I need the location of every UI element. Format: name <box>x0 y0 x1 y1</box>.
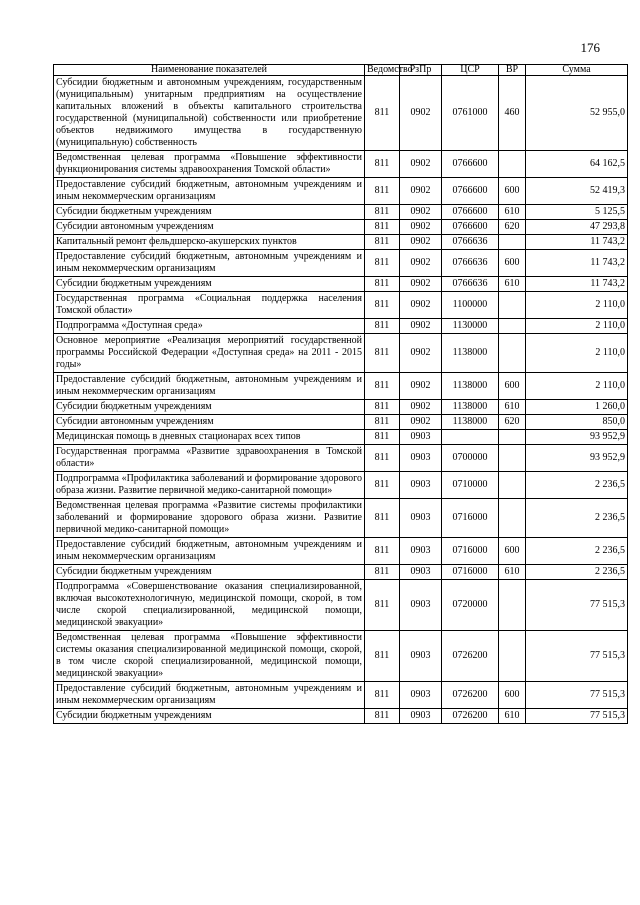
cell-name: Субсидии бюджетным учреждениям <box>54 277 365 292</box>
cell-ved: 811 <box>365 250 400 277</box>
cell-name: Ведомственная целевая программа «Повышение эффективности функционирования системы здравоохранения Томской области» <box>54 151 365 178</box>
cell-sum: 77 515,3 <box>526 709 628 724</box>
cell-rzpr: 0903 <box>400 472 442 499</box>
cell-name: Субсидии автономным учреждениям <box>54 415 365 430</box>
table-row <box>54 445 628 472</box>
cell-ved: 811 <box>365 415 400 430</box>
cell-csr: 0766636 <box>442 250 499 277</box>
cell-vr <box>499 292 526 319</box>
header-csr: ЦСР <box>442 65 499 76</box>
cell-rzpr: 0902 <box>400 178 442 205</box>
cell-csr: 0720000 <box>442 580 499 631</box>
cell-ved: 811 <box>365 76 400 151</box>
cell-vr: 620 <box>499 415 526 430</box>
cell-vr: 600 <box>499 538 526 565</box>
cell-rzpr: 0902 <box>400 334 442 373</box>
cell-rzpr: 0903 <box>400 538 442 565</box>
cell-rzpr: 0903 <box>400 565 442 580</box>
cell-vr <box>499 235 526 250</box>
cell-csr: 1130000 <box>442 319 499 334</box>
table-row <box>54 415 628 430</box>
cell-csr: 0766600 <box>442 220 499 235</box>
table-row <box>54 76 628 151</box>
cell-vr: 620 <box>499 220 526 235</box>
table-row <box>54 292 628 319</box>
cell-vr: 610 <box>499 565 526 580</box>
cell-sum: 11 743,2 <box>526 250 628 277</box>
cell-csr: 1138000 <box>442 415 499 430</box>
cell-rzpr: 0902 <box>400 373 442 400</box>
budget-table <box>53 64 628 724</box>
cell-name: Предоставление субсидий бюджетным, автономным учреждениям и иным некоммерческим организациям <box>54 250 365 277</box>
cell-sum: 5 125,5 <box>526 205 628 220</box>
cell-ved: 811 <box>365 277 400 292</box>
cell-ved: 811 <box>365 319 400 334</box>
table-row <box>54 682 628 709</box>
cell-ved: 811 <box>365 334 400 373</box>
cell-rzpr: 0902 <box>400 151 442 178</box>
header-name: Наименование показателей <box>54 65 365 76</box>
cell-sum: 2 236,5 <box>526 499 628 538</box>
cell-rzpr: 0902 <box>400 400 442 415</box>
cell-csr: 0766636 <box>442 277 499 292</box>
cell-ved: 811 <box>365 565 400 580</box>
cell-ved: 811 <box>365 580 400 631</box>
cell-csr <box>442 430 499 445</box>
cell-ved: 811 <box>365 400 400 415</box>
cell-name: Ведомственная целевая программа «Развитие системы профилактики заболеваний и формирование здорового образа жизни. Развитие первичной медико-санитарной помощи» <box>54 499 365 538</box>
cell-sum: 93 952,9 <box>526 445 628 472</box>
cell-csr: 0726200 <box>442 709 499 724</box>
table-row <box>54 472 628 499</box>
cell-ved: 811 <box>365 220 400 235</box>
page-number: 176 <box>580 40 600 55</box>
table-row <box>54 580 628 631</box>
cell-name: Подпрограмма «Доступная среда» <box>54 319 365 334</box>
cell-vr <box>499 499 526 538</box>
cell-vr: 610 <box>499 400 526 415</box>
table-row <box>54 538 628 565</box>
cell-csr: 0710000 <box>442 472 499 499</box>
cell-name: Государственная программа «Развитие здравоохранения в Томской области» <box>54 445 365 472</box>
cell-rzpr: 0903 <box>400 499 442 538</box>
cell-rzpr: 0903 <box>400 445 442 472</box>
cell-name: Предоставление субсидий бюджетным, автономным учреждениям и иным некоммерческим организациям <box>54 178 365 205</box>
cell-name: Подпрограмма «Совершенствование оказания специализированной, включая высокотехнологичную, медицинской помощи, скорой, в том числе скорой специализированной, медицинской помощи, медицинской эвакуации» <box>54 580 365 631</box>
cell-ved: 811 <box>365 151 400 178</box>
cell-rzpr: 0903 <box>400 682 442 709</box>
cell-sum: 2 110,0 <box>526 292 628 319</box>
header-vr: ВР <box>499 65 526 76</box>
cell-rzpr: 0902 <box>400 235 442 250</box>
cell-name: Субсидии бюджетным учреждениям <box>54 205 365 220</box>
cell-sum: 64 162,5 <box>526 151 628 178</box>
cell-rzpr: 0903 <box>400 631 442 682</box>
table-row <box>54 205 628 220</box>
cell-ved: 811 <box>365 292 400 319</box>
cell-csr: 0716000 <box>442 565 499 580</box>
cell-csr: 0766600 <box>442 178 499 205</box>
cell-name: Подпрограмма «Профилактика заболеваний и формирование здорового образа жизни. Развитие первичной медико-санитарной помощи» <box>54 472 365 499</box>
header-sum: Сумма <box>526 65 628 76</box>
cell-name: Ведомственная целевая программа «Повышение эффективности системы оказания специализированной медицинской помощи, скорой, в том числе скорой специализированной, медицинской помощи, медицинской эвакуации» <box>54 631 365 682</box>
cell-name: Субсидии бюджетным учреждениям <box>54 709 365 724</box>
cell-sum: 2 236,5 <box>526 472 628 499</box>
cell-rzpr: 0902 <box>400 205 442 220</box>
table-row <box>54 334 628 373</box>
cell-csr: 1138000 <box>442 334 499 373</box>
cell-csr: 0766600 <box>442 151 499 178</box>
header-rzpr: РзПр <box>400 65 442 76</box>
cell-ved: 811 <box>365 235 400 250</box>
cell-vr <box>499 580 526 631</box>
cell-name: Субсидии автономным учреждениям <box>54 220 365 235</box>
cell-ved: 811 <box>365 373 400 400</box>
cell-csr: 0726200 <box>442 631 499 682</box>
cell-ved: 811 <box>365 682 400 709</box>
cell-ved: 811 <box>365 538 400 565</box>
cell-sum: 11 743,2 <box>526 277 628 292</box>
cell-ved: 811 <box>365 445 400 472</box>
cell-csr: 0716000 <box>442 499 499 538</box>
table-row <box>54 319 628 334</box>
cell-rzpr: 0902 <box>400 415 442 430</box>
cell-ved: 811 <box>365 178 400 205</box>
cell-rzpr: 0903 <box>400 430 442 445</box>
cell-vr <box>499 631 526 682</box>
cell-name: Предоставление субсидий бюджетным, автономным учреждениям и иным некоммерческим организациям <box>54 682 365 709</box>
cell-vr <box>499 430 526 445</box>
cell-name: Основное мероприятие «Реализация мероприятий государственной программы Российской Федерации «Доступная среда» на 2011 - 2015 годы» <box>54 334 365 373</box>
cell-ved: 811 <box>365 205 400 220</box>
cell-vr: 610 <box>499 277 526 292</box>
cell-vr: 460 <box>499 76 526 151</box>
cell-vr <box>499 472 526 499</box>
cell-csr: 1138000 <box>442 373 499 400</box>
table-header-row <box>54 65 628 76</box>
table-row <box>54 151 628 178</box>
cell-name: Субсидии бюджетным и автономным учреждениям, государственным (муниципальным) унитарным предприятиям на осуществление капитальных вложений в объекты капитального строительства государственной (муниципальной) собственности или приобретение объектов недвижимого имущества в государственную (муниципальную) собственность <box>54 76 365 151</box>
cell-rzpr: 0902 <box>400 319 442 334</box>
cell-vr: 610 <box>499 709 526 724</box>
cell-csr: 0761000 <box>442 76 499 151</box>
cell-sum: 77 515,3 <box>526 631 628 682</box>
table-row <box>54 235 628 250</box>
cell-csr: 0766636 <box>442 235 499 250</box>
cell-rzpr: 0902 <box>400 292 442 319</box>
cell-vr: 610 <box>499 205 526 220</box>
cell-vr: 600 <box>499 178 526 205</box>
cell-sum: 11 743,2 <box>526 235 628 250</box>
table-row <box>54 373 628 400</box>
cell-vr <box>499 151 526 178</box>
cell-csr: 0726200 <box>442 682 499 709</box>
table-row <box>54 178 628 205</box>
cell-sum: 2 236,5 <box>526 565 628 580</box>
cell-ved: 811 <box>365 430 400 445</box>
cell-rzpr: 0902 <box>400 277 442 292</box>
cell-sum: 1 260,0 <box>526 400 628 415</box>
cell-rzpr: 0902 <box>400 76 442 151</box>
cell-rzpr: 0902 <box>400 250 442 277</box>
cell-rzpr: 0902 <box>400 220 442 235</box>
cell-csr: 1138000 <box>442 400 499 415</box>
cell-sum: 77 515,3 <box>526 580 628 631</box>
cell-ved: 811 <box>365 472 400 499</box>
cell-sum: 2 236,5 <box>526 538 628 565</box>
cell-rzpr: 0903 <box>400 709 442 724</box>
cell-sum: 2 110,0 <box>526 334 628 373</box>
cell-csr: 0716000 <box>442 538 499 565</box>
table-row <box>54 400 628 415</box>
cell-vr <box>499 445 526 472</box>
cell-csr: 0700000 <box>442 445 499 472</box>
cell-name: Субсидии бюджетным учреждениям <box>54 400 365 415</box>
cell-csr: 0766600 <box>442 205 499 220</box>
table-row <box>54 220 628 235</box>
cell-name: Медицинская помощь в дневных стационарах всех типов <box>54 430 365 445</box>
table-row <box>54 499 628 538</box>
cell-vr: 600 <box>499 373 526 400</box>
cell-csr: 1100000 <box>442 292 499 319</box>
cell-name: Капитальный ремонт фельдшерско-акушерских пунктов <box>54 235 365 250</box>
cell-vr: 600 <box>499 250 526 277</box>
cell-ved: 811 <box>365 709 400 724</box>
cell-name: Предоставление субсидий бюджетным, автономным учреждениям и иным некоммерческим организациям <box>54 538 365 565</box>
cell-sum: 93 952,9 <box>526 430 628 445</box>
cell-sum: 47 293,8 <box>526 220 628 235</box>
cell-sum: 52 955,0 <box>526 76 628 151</box>
cell-sum: 77 515,3 <box>526 682 628 709</box>
cell-name: Субсидии бюджетным учреждениям <box>54 565 365 580</box>
table-row <box>54 565 628 580</box>
cell-ved: 811 <box>365 631 400 682</box>
header-ved: Ведомство <box>365 65 400 76</box>
cell-sum: 52 419,3 <box>526 178 628 205</box>
cell-sum: 2 110,0 <box>526 373 628 400</box>
cell-sum: 2 110,0 <box>526 319 628 334</box>
cell-vr <box>499 319 526 334</box>
cell-name: Предоставление субсидий бюджетным, автономным учреждениям и иным некоммерческим организациям <box>54 373 365 400</box>
table-body <box>54 76 628 724</box>
table-row <box>54 250 628 277</box>
table-row <box>54 631 628 682</box>
table-row <box>54 277 628 292</box>
cell-rzpr: 0903 <box>400 580 442 631</box>
cell-name: Государственная программа «Социальная поддержка населения Томской области» <box>54 292 365 319</box>
cell-vr: 600 <box>499 682 526 709</box>
cell-ved: 811 <box>365 499 400 538</box>
cell-sum: 850,0 <box>526 415 628 430</box>
cell-vr <box>499 334 526 373</box>
table-row <box>54 430 628 445</box>
table-row <box>54 709 628 724</box>
